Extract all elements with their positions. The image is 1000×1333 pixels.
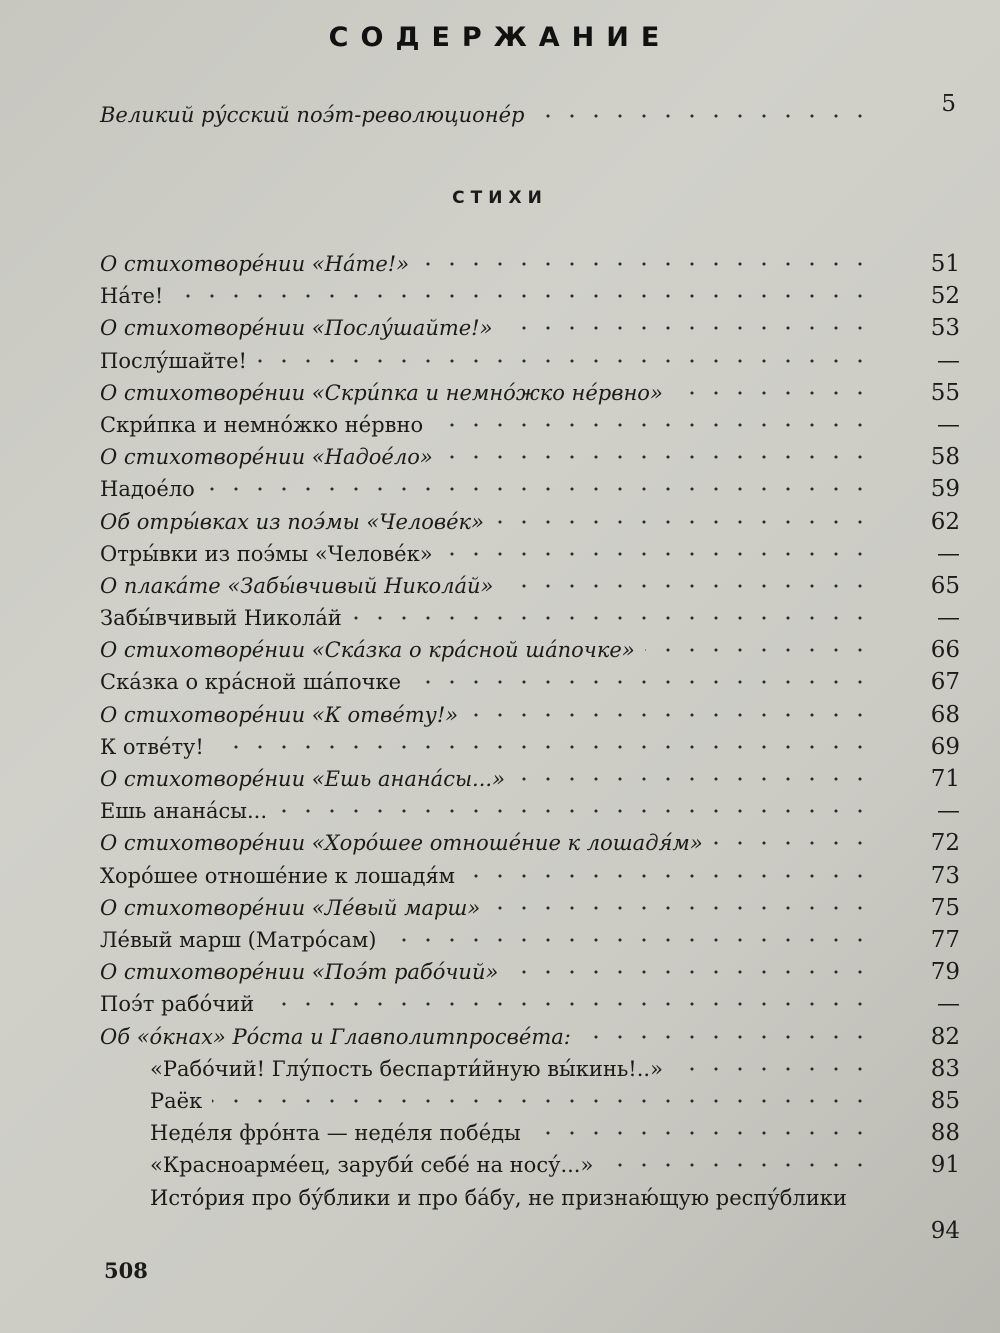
toc-entry <box>100 506 980 538</box>
dot-leader <box>515 776 872 782</box>
toc-entry-label: Ска́зка о кра́сной ша́почке <box>100 670 402 695</box>
section-heading: СТИХИ <box>452 188 548 208</box>
toc-entry-page: 73 <box>930 862 960 889</box>
dot-leader <box>502 325 872 331</box>
toc-entry-page: 65 <box>930 572 960 599</box>
dot-leader <box>531 1130 872 1136</box>
toc-intro-page: 5 <box>941 91 956 117</box>
toc-entry <box>100 602 980 634</box>
toc-entry-label: Ле́вый марш (Матро́сам) <box>100 927 377 952</box>
dot-leader <box>508 969 872 975</box>
toc-entry-page: — <box>937 991 960 1018</box>
toc-entry-page: 69 <box>930 733 960 760</box>
toc-entry <box>100 570 980 602</box>
toc-entry-page: 83 <box>930 1055 960 1082</box>
toc-entry-label: О плака́те «Забы́вчивый Никола́й» <box>100 573 494 598</box>
dot-leader <box>494 519 872 525</box>
toc-entry-page: 59 <box>930 476 960 503</box>
toc-entry <box>100 1085 980 1117</box>
toc-entry-page: 51 <box>930 251 960 277</box>
toc-entry-label: «Рабо́чий! Глу́пость беспарти́йную вы́кинь!..» <box>150 1056 663 1081</box>
dot-leader <box>468 712 872 718</box>
toc-entry <box>100 1053 980 1085</box>
toc-entry-page: 71 <box>930 766 960 792</box>
toc-entry <box>100 763 980 795</box>
toc-entry-page: 82 <box>930 1023 960 1050</box>
toc-entry-label: Исто́рия про бу́блики и про ба́бу, не признаю́щую респу́блики <box>150 1186 847 1211</box>
toc-entry <box>100 248 980 280</box>
dot-leader <box>173 293 872 299</box>
dot-leader <box>352 615 872 621</box>
dot-leader <box>212 1098 872 1104</box>
toc-entry <box>100 956 980 988</box>
toc-entry-page: 55 <box>930 379 960 406</box>
dot-leader <box>645 647 872 653</box>
toc-intro-label: Великий ру́сский поэ́т-революционе́р <box>100 103 525 127</box>
toc-entry-label: Хоро́шее отноше́ние к лошадя́м <box>100 863 456 888</box>
toc-entry-page: 58 <box>930 444 960 471</box>
toc-entry-label: О стихотворе́нии «Послу́шайте!» <box>100 316 493 341</box>
toc-entry-label: Послу́шайте! <box>100 348 247 373</box>
toc-entry-label: О стихотворе́нии «К отве́ту!» <box>100 702 459 727</box>
toc-entry-label: О стихотворе́нии «Скри́пка и немно́жко не́рвно» <box>100 380 663 405</box>
toc-entry-page: 91 <box>930 1152 960 1179</box>
toc-entry <box>100 473 980 505</box>
toc-entry-page: — <box>937 540 960 567</box>
toc-entry <box>100 827 980 859</box>
toc-entry <box>100 280 980 312</box>
toc-entry-page: 88 <box>930 1120 960 1147</box>
table-of-contents <box>100 248 980 1249</box>
toc-entry-label: Скри́пка и немно́жко не́рвно <box>100 412 424 437</box>
toc-entry <box>100 795 980 827</box>
dot-leader <box>603 1162 872 1168</box>
dot-leader <box>443 551 872 557</box>
dot-leader <box>257 358 872 364</box>
dot-leader <box>503 583 872 589</box>
page-title: СОДЕРЖАНИЕ <box>328 22 672 53</box>
toc-entry-page: 72 <box>930 830 960 857</box>
toc-entry-page: — <box>937 411 960 438</box>
toc-entry-page: 75 <box>930 894 960 921</box>
toc-entry-label: Об «о́кнах» Ро́ста и Главполитпросве́та: <box>100 1024 571 1049</box>
toc-entry <box>100 312 980 344</box>
toc-entry-label: Отры́вки из поэ́мы «Челове́к» <box>100 541 433 566</box>
toc-intro-row <box>100 91 980 132</box>
dot-leader <box>673 390 872 396</box>
toc-entry <box>100 924 980 956</box>
toc-entry <box>100 441 980 473</box>
toc-entry <box>100 634 980 666</box>
toc-entry-label: Забы́вчивый Никола́й <box>100 606 342 631</box>
toc-entry <box>100 1149 980 1181</box>
toc-entry-label: На́те! <box>100 284 164 309</box>
dot-leader <box>443 454 872 460</box>
toc-entry-label: О стихотворе́нии «Ле́вый марш» <box>100 895 481 920</box>
toc-entry-page: 94 <box>930 1218 960 1245</box>
toc-entry <box>100 860 980 892</box>
toc-entry-page: 52 <box>930 283 960 310</box>
toc-entry <box>100 731 980 763</box>
toc-entry-label: К отве́ту! <box>100 734 204 759</box>
toc-entry-label: Об отры́вках из поэ́мы «Челове́к» <box>100 509 484 534</box>
dot-leader <box>277 808 872 814</box>
toc-entry <box>100 892 980 924</box>
dot-leader <box>490 905 872 911</box>
toc-entry-page: 62 <box>930 508 960 535</box>
toc-entry <box>100 409 980 441</box>
toc-entry-page: 79 <box>930 959 960 986</box>
toc-entry-label: Неде́ля фро́нта — неде́ля побе́ды <box>150 1121 521 1146</box>
toc-entry <box>100 699 980 731</box>
dot-leader <box>264 1001 872 1007</box>
toc-entry-label: Ешь анана́сы... <box>100 799 268 824</box>
dot-leader <box>386 937 872 943</box>
toc-entry <box>100 377 980 409</box>
toc-entry <box>100 345 980 377</box>
toc-entry-label: Поэ́т рабо́чий <box>100 992 255 1017</box>
toc-entry <box>100 1117 980 1149</box>
dot-leader <box>535 113 872 119</box>
toc-entry-label: О стихотворе́нии «Надое́ло» <box>100 445 433 470</box>
toc-entry-label: Надое́ло <box>100 477 195 502</box>
toc-entry-page: 67 <box>930 669 960 696</box>
dot-leader <box>205 486 872 492</box>
toc-entry-page: 85 <box>930 1087 960 1114</box>
toc-entry-label: «Красноарме́ец, заруби́ себе́ на носу́...» <box>150 1153 594 1178</box>
toc-entry-page: 77 <box>930 926 960 953</box>
toc-entry <box>100 1181 980 1249</box>
toc-entry-label: Раёк <box>150 1088 203 1113</box>
dot-leader <box>214 744 872 750</box>
toc-entry <box>100 1021 980 1053</box>
toc-entry-page: — <box>937 605 960 632</box>
toc-entry-label: О стихотворе́нии «Ска́зка о кра́сной ша́почке» <box>100 638 635 663</box>
toc-entry-page: — <box>937 347 960 374</box>
dot-leader <box>713 840 872 846</box>
toc-entry <box>100 538 980 570</box>
dot-leader <box>581 1034 872 1040</box>
dot-leader <box>419 261 872 267</box>
toc-entry <box>100 988 980 1020</box>
dot-leader <box>411 679 872 685</box>
toc-entry-page: — <box>937 798 960 825</box>
dot-leader <box>673 1066 872 1072</box>
toc-entry-label: О стихотворе́нии «Хоро́шее отноше́ние к лошадя́м» <box>100 831 703 856</box>
dot-leader <box>465 873 872 879</box>
toc-entry-page: 66 <box>930 637 960 664</box>
toc-entry-label: О стихотворе́нии «Поэ́т рабо́чий» <box>100 960 499 985</box>
toc-entry-page: 68 <box>930 701 960 728</box>
toc-entry-label: О стихотворе́нии «Ешь анана́сы...» <box>100 767 505 791</box>
toc-entry <box>100 666 980 698</box>
dot-leader <box>433 422 872 428</box>
toc-entry-page: 53 <box>930 315 960 342</box>
toc-entry-label: О стихотворе́нии «На́те!» <box>100 252 410 276</box>
page-number: 508 <box>104 1258 148 1283</box>
